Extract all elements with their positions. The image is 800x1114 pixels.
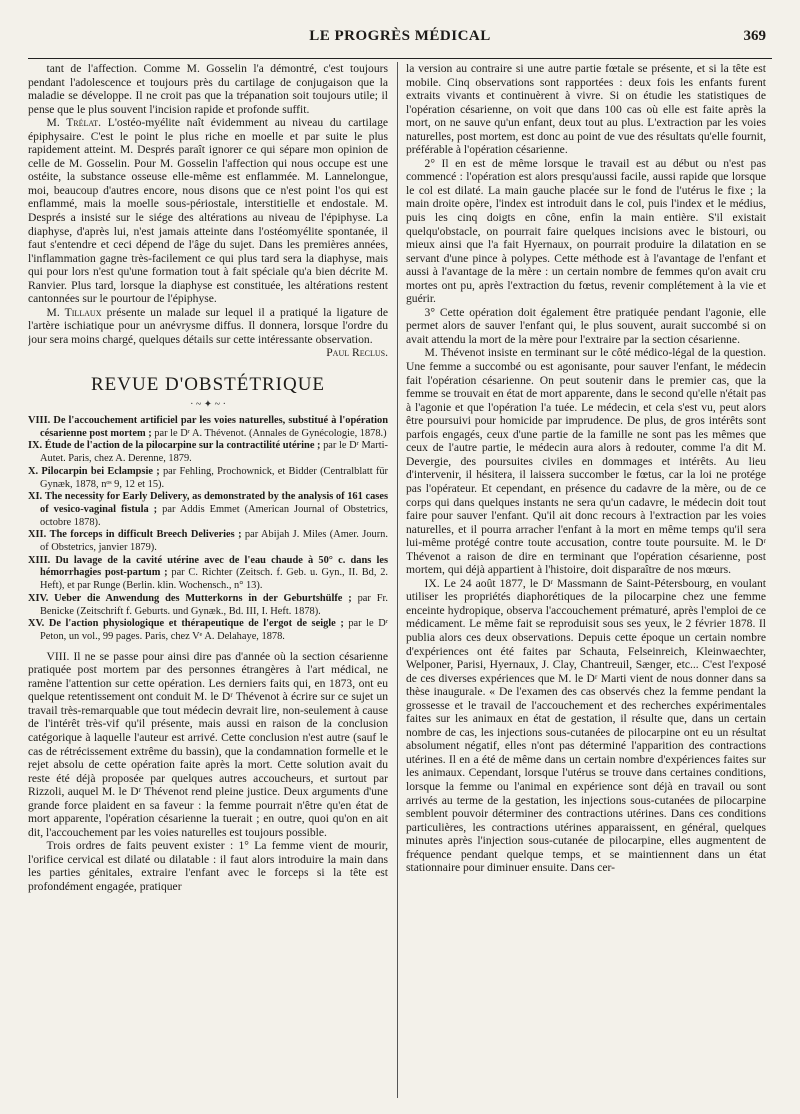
item-title: The forceps in difficult Breech Deliveries ; — [49, 529, 242, 541]
item-number: X. — [28, 465, 39, 477]
running-head — [0, 28, 800, 52]
paragraph: IX. Le 24 août 1877, le Dʳ Massmann de Saint-Pétersbourg, en voulant utiliser les propriétés diaphorétiques de la pilocarpine chez une femme enceinte hydropique, observa l'accouchement prématuré, après l'emploi de ce médicament. Le même fait se reproduisit sous ses yeux, le 2 février 1878. Il publia alors ces deux observations. Depuis cette époque un certain nombre d'expériences ont été faites par Schauta, Felseinreich, Kleinwaechter, Welponer, Parisi, Hyernaux, J. Clay, Chantreuil, Sænger, etc... C'est l'exposé de ces diverses expériences que M. le Dʳ Marti vient de nous donner dans sa thèse inaugurale. « De l'examen des cas observés chez la femme pendant la grossesse et le travail de l'accouchement et des recherches expérimentales faites sur les animaux en état de gestation, il résulte que, dans un certain nombre de cas, les injections sous-cutanées de pilocarpine ont eu un résultat absolument négatif, elles n'ont pas déterminé l'apparition des contractions utérines. Il en a été de même dans un certain nombre d'expériences faites sur les animaux. Cependant, lorsque l'utérus se trouve dans certaines conditions, lorsque la femme ou l'animal en expérience sont déjà en travail ou sont arrivés au terme de la gestation, les injections sous-cutanées de pilocarpine semblent pouvoir déterminer des contractions utérines. Dans ces conditions particulières, les contractions utérines apparaissent, en général, quelques minutes après l'injection sous-cutanée de pilocarpine, elles augmentent de fréquence pendant quelque temps, et se maintiennent dans un état stationnaire pour diminuer ensuite. Dans cer- — [406, 576, 766, 875]
item-number: IX. — [28, 440, 43, 452]
item-reference: par le Dʳ Marti-Autet. Paris, chez A. Derenne, 1879. — [40, 440, 388, 465]
column-divider — [397, 62, 398, 1098]
right-column — [406, 62, 766, 1098]
item-reference: par le Dʳ Peton, un vol., 99 pages. Paris, chez Vᵉ A. Delahaye, 1878. — [40, 618, 388, 642]
item-number: XV. — [28, 618, 45, 630]
item-reference: par C. Richter (Zeitsch. f. Geb. u. Gyn., II. Bd, 2. Heft), et par Runge (Berlin. klin. Wochensch., n° 13). — [40, 567, 388, 592]
bibliography-item — [28, 529, 388, 554]
item-title: Ueber die Anwendung des Mutterkorns in der Geburtshülfe ; — [54, 592, 352, 604]
item-title: Pilocarpin bei Eclampsie ; — [41, 465, 160, 477]
speaker-name: M. Tillaux — [46, 305, 102, 319]
paragraph: tant de l'affection. Comme M. Gosselin l'a démontré, c'est toujours pendant l'adolescence et toujours près du cartilage de conjugaison que la maladie se développe. Il ne croit pas que la trépanation soit toujours utile; il pense que le plus souvent l'incision rapide et profonde suffit. — [28, 62, 388, 116]
item-number: XIII. — [28, 554, 51, 566]
paragraph-text: L'ostéo-myélite naît évidemment au niveau du cartilage épiphysaire. C'est le point le plus riche en moelle et par suite le plus rapidement atteint. M. Després paraît ignorer ce qui sépare mon opinion de celle de M. Gosselin. Pour M. Gosselin l'affection qui nous occupe est une ostéite, la substance osseuse elle-même est enflammée. M. Lannelongue, moi, beaucoup d'autres encore, nous disons que ce n'est point l'os qui est enflammé, mais la moelle sous-périostale, interstitielle et endostale. M. Després a insisté sur le siége des altérations au niveau de l'épiphyse. La diaphyse, d'après lui, n'est jamais atteinte dans l'ostéomyélite spontanée, il faut s'entendre et ceci dépend de l'âge du sujet. Dans les premières années, l'inflammation gagne très-facilement ce qui plus tard sera la diaphyse, mais qui pour lors n'est qu'une formation tout à fait spéciale qu'a bien décrite M. Ranvier. Plus tard, lorsque la diaphyse est constituée, les altérations restent cantonnées sur le pourtour de l'épiphyse. — [28, 116, 388, 306]
item-title: De l'accouchement artificiel par les voies naturelles, substitué à l'opération césarienne post mortem ; — [40, 415, 388, 439]
item-title: De l'action physiologique et thérapeutique de l'ergot de seigle ; — [48, 618, 344, 630]
item-reference: par Fehling, Prochownick, et Bidder (Centralblatt für Gynæk, 1878, nᵒˢ 9, 12 et 15). — [40, 465, 388, 490]
item-reference: par le Dʳ A. Thévenot. (Annales de Gynécologie, 1878.) — [151, 427, 387, 439]
item-number: XI. — [28, 491, 43, 503]
paragraph: 2° Il en est de même lorsque le travail est au début ou n'est pas commencé : l'opération est alors presqu'aussi facile, aussi rapide que lorsque le col est dilaté. La main gauche placée sur le fond de l'utérus le fixe ; la main droite opère, l'index est introduit dans le col, puis l'index et le médius, puis les cinq doigts en cône, enfin la main entière. S'il existait quelqu'obstacle, on pourrait faire quelques incisions avec le bistouri, ou mieux ainsi que l'a fait Hyernaux, on pourrait produire la dilatation en se servant d'une pince à polypes. Cette méthode est à l'avantage de l'enfant et aussi à l'avantage de la mère : un certain nombre de femmes qu'on avait cru mortes ont pu, après l'extraction du fœtus, revenir complétement à la vie et guérir. — [406, 156, 766, 306]
page-number: 369 — [743, 28, 766, 44]
item-number: VIII. — [28, 415, 51, 427]
bibliography-item — [28, 593, 388, 618]
bibliography-item — [28, 466, 388, 491]
header-rule — [28, 58, 772, 59]
paragraph: la version au contraire si une autre partie fœtale se présente, et si la tête est mobile. Cinq observations sont rapportées : deux fois les enfants furent extraits vivants et continuèrent à vivre. Si on étudie les statistiques de l'opération césarienne, on voit que dans 100 cas où elle est faite après la mort, on ne sauve qu'un enfant, deux tout au plus. L'extraction par les voies naturelles, post mortem, est donc au point de vue des résultats qu'elle fournit, préférable à l'opération césarienne. — [406, 62, 766, 157]
bibliography-item — [28, 491, 388, 529]
speaker-name: M. Trélat. — [46, 116, 102, 130]
paragraph: Trois ordres de faits peuvent exister : 1° La femme vient de mourir, l'orifice cervical est dilaté ou dilatable : il faut alors introduire la main dans les parties génitales, extraire l'enfant avec le forceps si la tête est profondément engagée, pratiquer — [28, 839, 388, 893]
title-ornament: · ~ ✦ ~ · — [190, 399, 226, 411]
section-title: REVUE D'OBSTÉTRIQUE — [90, 374, 326, 396]
bibliography-list — [28, 415, 388, 644]
journal-title: LE PROGRÈS MÉDICAL — [309, 28, 491, 44]
paragraph — [28, 306, 388, 347]
item-reference: par Addis Emmet (American Journal of Obstetrics, octobre 1878). — [40, 503, 388, 528]
paragraph: VIII. Il ne se passe pour ainsi dire pas d'année où la section césarienne pratiquée post mortem par des personnes étrangères à l'art médical, ne ramène l'attention sur cette opération. Les derniers faits qui, en 1873, ont eu quelque retentissement ont conduit M. le Dʳ Thévenot à écrire sur ce sujet un travail très-remarquable que tout médecin devrait lire, non-seulement à cause de l'intérêt très-vif qu'il présente, mais aussi en raison de la conclusion catégorique à laquelle l'auteur est arrivé. Cette conclusion n'est autre (sauf le cas de rétrécissement extrême du bassin), que la condamnation formelle et le rejet absolu de cette opération faite après la mort. Cette solution avait du reste été déjà proposée par quelques autres accoucheurs, et surtout par Rizzoli, auquel M. le Dʳ Thévenot rend pleine justice. Deux arguments d'une grande force plaident en sa faveur : la femme pourrait n'être qu'en état de mort apparente, l'opération césarienne la tuerait ; en outre, quoi qu'on en ait dit, l'accouchement par les voies naturelles est toujours possible. — [28, 649, 388, 839]
item-reference: par Abijah J. Miles (Amer. Journ. of Obstetrics, janvier 1879). — [40, 529, 388, 554]
paragraph: M. Thévenot insiste en terminant sur le côté médico-légal de la question. Une femme a succombé ou est agonisante, pour sauver l'enfant, le médecin fait l'opération césarienne. On peut soutenir dans le premier cas, que la femme se trouvait en état de mort apparente, dans le second qu'elle n'était pas à l'agonie et que l'opération l'a tuée. Le médecin, et cela s'est vu, peut alors être poursuivi pour homicide par imprudence. De plus, de gros intérêts sont parfois engagés, ceux d'une partie de la famille ne sont pas les mêmes que ceux de l'autre partie, le médecin aura alors à redouter, comme l'a dit M. Devergie, des poursuites civiles en dommages et intérêts. Au lieu d'intervenir, il hésitera, il laissera succomber le fœtus, car la loi ne protége pas l'opérateur. Et cependant, en présence du cadavre de la mère, ou de ce corps qui dans quelques instants ne sera qu'un cadavre, le médecin doit tout faire pour sauver l'enfant. Qu'il ait donc recours à l'extraction par les voies naturelles, et il pourra arracher l'enfant à la mort en même temps qu'il sera lui-même protégé contre toute accusation, contre toute poursuite. M. le Dʳ Thévenot a raison de dire en terminant que l'opération césarienne, post mortem, qui déjà appartient à l'histoire, doit disparaître de nos mœurs. — [406, 346, 766, 577]
item-title: Étude de l'action de la pilocarpine sur la contractilité utérine ; — [44, 440, 321, 452]
item-number: XIV. — [28, 592, 49, 604]
bibliography-item — [28, 618, 388, 643]
bibliography-item — [28, 440, 388, 465]
author-signature: Paul Reclus. — [326, 346, 388, 360]
left-column — [28, 62, 388, 1098]
item-title: Du lavage de la cavité utérine avec de l'eau chaude à 50° c. dans les hémorrhagies post-partum ; — [40, 554, 388, 579]
paragraph-text: présente un malade sur lequel il a pratiqué la ligature de l'artère ischiatique pour un anévrysme diffus. Il donnera, lorsque l'ordre du jour sera moins chargé, quelques détails sur cette intéressante observation. — [28, 305, 388, 346]
paragraph — [28, 116, 388, 306]
item-reference: par Fr. Benicke (Zeitschrift f. Geburts. und Gynæk., Bd. III, I. Heft. 1878). — [40, 592, 388, 617]
bibliography-item — [28, 555, 388, 593]
paragraph: 3° Cette opération doit également être pratiquée pendant l'agonie, elle permet alors de sauver l'enfant qui, le plus souvent, aurait succombé si on avait attendu la mort de la mère pour l'extraire par la section césarienne. — [406, 305, 766, 346]
item-title: The necessity for Early Delivery, as demonstrated by the analysis of 161 cases of vesico-vaginal fistula ; — [40, 491, 388, 515]
bibliography-item — [28, 415, 388, 440]
item-number: XII. — [28, 529, 47, 541]
